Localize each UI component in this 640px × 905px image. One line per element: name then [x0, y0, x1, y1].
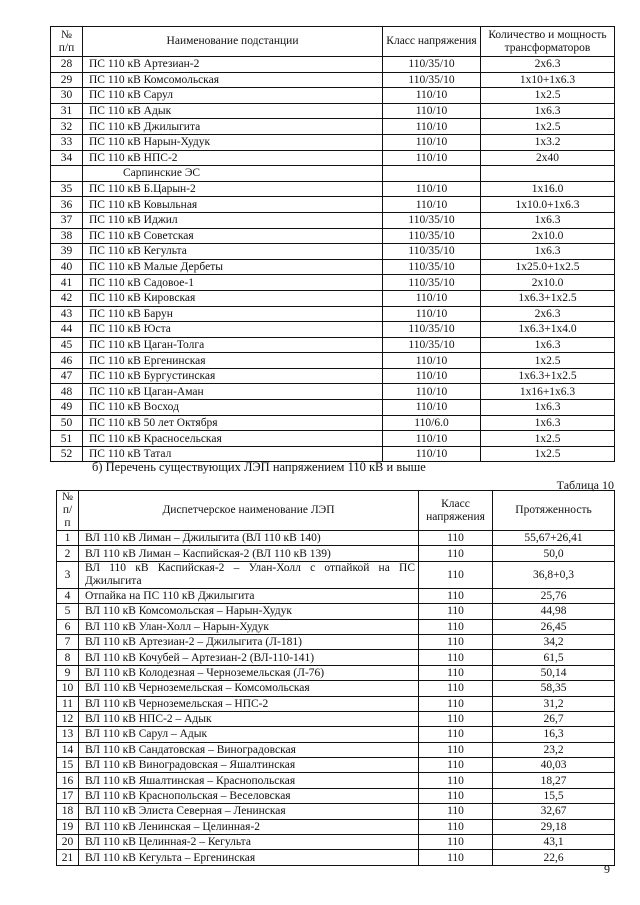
cell-num: 4 [57, 588, 79, 603]
cell-substation: ПС 110 кВ Советская [83, 228, 383, 244]
cell-line-name: ВЛ 110 кВ Целинная-2 – Кегульта [79, 835, 419, 850]
cell-voltage: 110/10 [383, 197, 481, 213]
table-row [51, 57, 615, 73]
cell-transformers: 1х2.5 [481, 353, 615, 369]
table-number: Таблица 10 [556, 478, 614, 492]
cell-voltage: 110/10 [383, 103, 481, 119]
cell-voltage: 110/35/10 [383, 337, 481, 353]
cell-transformers: 1х6.3 [481, 400, 615, 416]
cell-num: 5 [57, 604, 79, 619]
cell-line-name: ВЛ 110 кВ Колодезная – Черноземельская (Л-76) [79, 665, 419, 680]
table-row [51, 88, 615, 104]
table-row [51, 415, 615, 431]
cell-transformers: 1х6.3 [481, 103, 615, 119]
cell-substation: ПС 110 кВ Барун [83, 306, 383, 322]
cell-num: 16 [57, 773, 79, 788]
cell-transformers: 1х2.5 [481, 88, 615, 104]
cell-length: 25,76 [493, 588, 615, 603]
table-row [57, 546, 615, 561]
cell-num: 44 [51, 322, 83, 338]
header-length: Протяженность [493, 491, 615, 531]
table-row [57, 604, 615, 619]
cell-transformers: 1х2.5 [481, 431, 615, 447]
cell-transformers: 1х2.5 [481, 119, 615, 135]
cell-length: 22,6 [493, 850, 615, 865]
header-transformers: Количество и мощность трансформаторов [481, 27, 615, 57]
cell-transformers: 1х6.3+1х2.5 [481, 290, 615, 306]
cell-voltage: 110 [419, 773, 493, 788]
cell-voltage: 110/10 [383, 134, 481, 150]
cell-substation: ПС 110 кВ Цаган-Аман [83, 384, 383, 400]
cell-num: 13 [57, 727, 79, 742]
cell-num: 36 [51, 197, 83, 213]
table-row [51, 197, 615, 213]
cell-substation: ПС 110 кВ Кировская [83, 290, 383, 306]
table-row [57, 835, 615, 850]
table-row [51, 72, 615, 88]
cell-voltage: 110 [419, 681, 493, 696]
cell-line-name: ВЛ 110 кВ Кочубей – Артезиан-2 (ВЛ-110-141) [79, 650, 419, 665]
cell-substation: ПС 110 кВ Адык [83, 103, 383, 119]
table-row [57, 804, 615, 819]
substations-rows-a [51, 57, 615, 166]
cell-length: 23,2 [493, 742, 615, 757]
table-row [51, 431, 615, 447]
cell-transformers: 1х2.5 [481, 446, 615, 462]
cell-voltage: 110 [419, 650, 493, 665]
table-row [51, 353, 615, 369]
cell-substation: ПС 110 кВ Красносельская [83, 431, 383, 447]
cell-line-name: ВЛ 110 кВ Ленинская – Целинная-2 [79, 819, 419, 834]
cell-num: 34 [51, 150, 83, 166]
cell-line-name: ВЛ 110 кВ Черноземельская – Комсомольская [79, 681, 419, 696]
table-row [51, 306, 615, 322]
cell-voltage: 110/10 [383, 368, 481, 384]
cell-substation: ПС 110 кВ Ковыльная [83, 197, 383, 213]
cell-length: 43,1 [493, 835, 615, 850]
cell-num: 12 [57, 711, 79, 726]
table-row [57, 788, 615, 803]
cell-voltage: 110 [419, 850, 493, 865]
cell-length: 61,5 [493, 650, 615, 665]
cell-num: 45 [51, 337, 83, 353]
cell-substation: ПС 110 кВ Ергенинская [83, 353, 383, 369]
cell-transformers: 2х6.3 [481, 306, 615, 322]
cell-transformers: 1х16.0 [481, 181, 615, 197]
cell-num: 48 [51, 384, 83, 400]
section-row-group [51, 166, 615, 182]
cell-voltage: 110/35/10 [383, 322, 481, 338]
cell-num: 38 [51, 228, 83, 244]
table-row [51, 400, 615, 416]
cell-num: 19 [57, 819, 79, 834]
cell-voltage: 110 [419, 561, 493, 588]
table-row [57, 665, 615, 680]
table-row [51, 259, 615, 275]
cell-voltage: 110 [419, 742, 493, 757]
cell-num: 21 [57, 850, 79, 865]
cell-voltage: 110 [419, 619, 493, 634]
cell-line-name: ВЛ 110 кВ Комсомольская – Нарын-Худук [79, 604, 419, 619]
cell-length: 55,67+26,41 [493, 531, 615, 546]
cell-substation: ПС 110 кВ Комсомольская [83, 72, 383, 88]
cell-num: 37 [51, 212, 83, 228]
cell-substation: ПС 110 кВ Татал [83, 446, 383, 462]
table-row [51, 368, 615, 384]
cell-length: 16,3 [493, 727, 615, 742]
table-row [57, 711, 615, 726]
cell-line-name: ВЛ 110 кВ Улан-Холл – Нарын-Худук [79, 619, 419, 634]
header-voltage-class: Класс напряжения [419, 491, 493, 531]
cell-voltage: 110/35/10 [383, 72, 481, 88]
cell-voltage: 110/35/10 [383, 259, 481, 275]
cell-voltage: 110/10 [383, 446, 481, 462]
table-row [51, 119, 615, 135]
cell-substation: ПС 110 кВ 50 лет Октября [83, 415, 383, 431]
cell-substation: ПС 110 кВ Сарул [83, 88, 383, 104]
cell-line-name: ВЛ 110 кВ Виноградовская – Яшалтинская [79, 758, 419, 773]
cell-substation: ПС 110 кВ Малые Дербеты [83, 259, 383, 275]
header-num: № п/п [57, 491, 79, 531]
cell-num: 30 [51, 88, 83, 104]
cell-num: 47 [51, 368, 83, 384]
cell-num: 33 [51, 134, 83, 150]
cell-voltage: 110/10 [383, 306, 481, 322]
cell-num: 14 [57, 742, 79, 757]
table-row [57, 650, 615, 665]
table-row [51, 103, 615, 119]
list-caption: б) Перечень существующих ЛЭП напряжением 110 кВ и выше [92, 460, 426, 474]
cell-transformers: 1х6.3+1х4.0 [481, 322, 615, 338]
table-row [51, 290, 615, 306]
cell-line-name: Отпайка на ПС 110 кВ Джилыгита [79, 588, 419, 603]
cell-line-name: ВЛ 110 кВ Сандатовская – Виноградовская [79, 742, 419, 757]
cell-substation: ПС 110 кВ Кегульта [83, 244, 383, 260]
cell-voltage: 110/10 [383, 181, 481, 197]
header-line-name: Диспетчерское наименование ЛЭП [79, 491, 419, 531]
cell-substation: ПС 110 кВ Нарын-Худук [83, 134, 383, 150]
cell-transformers: 1х6.3 [481, 337, 615, 353]
cell-voltage: 110 [419, 696, 493, 711]
table-row [57, 681, 615, 696]
cell-voltage: 110 [419, 588, 493, 603]
cell-num: 8 [57, 650, 79, 665]
cell-num: 1 [57, 531, 79, 546]
table-row [57, 531, 615, 546]
cell-length: 18,27 [493, 773, 615, 788]
cell-num: 50 [51, 415, 83, 431]
cell-line-name: ВЛ 110 кВ Черноземельская – НПС-2 [79, 696, 419, 711]
cell-substation: ПС 110 кВ НПС-2 [83, 150, 383, 166]
cell-transformers: 1х16+1х6.3 [481, 384, 615, 400]
table-row [57, 773, 615, 788]
cell-num: 42 [51, 290, 83, 306]
cell-length: 32,67 [493, 804, 615, 819]
cell-length: 34,2 [493, 634, 615, 649]
cell-voltage: 110/35/10 [383, 228, 481, 244]
header-voltage: Класс напряжения [383, 27, 481, 57]
cell-line-name: ВЛ 110 кВ Каспийская-2 – Улан-Холл с отпайкой на ПС Джилыгита [79, 561, 419, 588]
table-row [57, 588, 615, 603]
cell-num: 40 [51, 259, 83, 275]
cell-voltage: 110 [419, 727, 493, 742]
cell-transformers: 2х10.0 [481, 228, 615, 244]
cell-num: 35 [51, 181, 83, 197]
cell-num: 18 [57, 804, 79, 819]
cell-substation: ПС 110 кВ Артезиан-2 [83, 57, 383, 73]
cell-voltage: 110/10 [383, 400, 481, 416]
table-row [57, 619, 615, 634]
cell-voltage: 110 [419, 634, 493, 649]
cell-transformers: 1х25.0+1х2.5 [481, 259, 615, 275]
cell-num: 9 [57, 665, 79, 680]
cell-num: 39 [51, 244, 83, 260]
cell-voltage: 110 [419, 788, 493, 803]
power-lines-table [56, 490, 615, 866]
cell-line-name: ВЛ 110 кВ Краснопольская – Веселовская [79, 788, 419, 803]
cell-length: 58,35 [493, 681, 615, 696]
cell-substation: ПС 110 кВ Юста [83, 322, 383, 338]
cell-length: 50,0 [493, 546, 615, 561]
table-row [51, 384, 615, 400]
cell-line-name: ВЛ 110 кВ Лиман – Каспийская-2 (ВЛ 110 кВ 139) [79, 546, 419, 561]
cell-voltage: 110/35/10 [383, 244, 481, 260]
cell-length: 26,7 [493, 711, 615, 726]
cell-voltage: 110/10 [383, 150, 481, 166]
cell-num: 17 [57, 788, 79, 803]
cell-transformers: 1х6.3 [481, 415, 615, 431]
cell-num: 28 [51, 57, 83, 73]
cell-line-name: ВЛ 110 кВ Кегульта – Ергенинская [79, 850, 419, 865]
cell-voltage: 110/10 [383, 431, 481, 447]
cell-substation: ПС 110 кВ Цаган-Толга [83, 337, 383, 353]
cell-length: 31,2 [493, 696, 615, 711]
substations-table [50, 26, 615, 462]
cell-num: 7 [57, 634, 79, 649]
cell-voltage: 110 [419, 546, 493, 561]
cell-num: 49 [51, 400, 83, 416]
cell-length: 50,14 [493, 665, 615, 680]
table-row [57, 819, 615, 834]
cell-voltage: 110/10 [383, 384, 481, 400]
cell-line-name: ВЛ 110 кВ Лиман – Джилыгита (ВЛ 110 кВ 140) [79, 531, 419, 546]
cell-transformers: 2х40 [481, 150, 615, 166]
cell-transformers: 1х6.3 [481, 212, 615, 228]
cell-voltage: 110/35/10 [383, 212, 481, 228]
table-row [57, 758, 615, 773]
table-row [57, 850, 615, 865]
cell-num: 29 [51, 72, 83, 88]
cell-voltage: 110/35/10 [383, 275, 481, 291]
cell-voltage: 110 [419, 804, 493, 819]
cell-length: 29,18 [493, 819, 615, 834]
cell-transformers: 1х10.0+1х6.3 [481, 197, 615, 213]
table-row [51, 212, 615, 228]
cell-length: 26,45 [493, 619, 615, 634]
cell-transformers: 2х6.3 [481, 57, 615, 73]
table-row [51, 150, 615, 166]
cell-voltage: 110/10 [383, 353, 481, 369]
table-row [51, 181, 615, 197]
cell-length: 15,5 [493, 788, 615, 803]
cell-voltage: 110 [419, 711, 493, 726]
header-name: Наименование подстанции [83, 27, 383, 57]
header-num: № п/п [51, 27, 83, 57]
cell-transformers: 2х10.0 [481, 275, 615, 291]
cell-line-name: ВЛ 110 кВ Сарул – Адык [79, 727, 419, 742]
cell-num: 51 [51, 431, 83, 447]
cell-num: 46 [51, 353, 83, 369]
table-row [57, 742, 615, 757]
cell-num: 52 [51, 446, 83, 462]
cell-voltage: 110/35/10 [383, 57, 481, 73]
cell-length: 44,98 [493, 604, 615, 619]
cell-num: 11 [57, 696, 79, 711]
cell-length: 36,8+0,3 [493, 561, 615, 588]
table-row [51, 275, 615, 291]
section-label: Сарпинские ЭС [83, 166, 383, 182]
cell-line-name: ВЛ 110 кВ НПС-2 – Адык [79, 711, 419, 726]
cell-num: 15 [57, 758, 79, 773]
substations-rows-b [51, 181, 615, 462]
cell-num: 2 [57, 546, 79, 561]
cell-num: 41 [51, 275, 83, 291]
table-row [51, 228, 615, 244]
table-row [51, 134, 615, 150]
page-number: 9 [604, 862, 610, 876]
cell-substation: ПС 110 кВ Джилыгита [83, 119, 383, 135]
cell-substation: ПС 110 кВ Б.Царын-2 [83, 181, 383, 197]
cell-num: 43 [51, 306, 83, 322]
cell-num: 31 [51, 103, 83, 119]
cell-num: 32 [51, 119, 83, 135]
cell-line-name: ВЛ 110 кВ Артезиан-2 – Джилыгита (Л-181) [79, 634, 419, 649]
cell-voltage: 110 [419, 531, 493, 546]
table-row [51, 322, 615, 338]
cell-substation: ПС 110 кВ Восход [83, 400, 383, 416]
cell-line-name: ВЛ 110 кВ Яшалтинская – Краснопольская [79, 773, 419, 788]
cell-line-name: ВЛ 110 кВ Элиста Северная – Ленинская [79, 804, 419, 819]
cell-voltage: 110 [419, 604, 493, 619]
cell-transformers: 1х6.3 [481, 244, 615, 260]
cell-voltage: 110 [419, 819, 493, 834]
cell-voltage: 110/10 [383, 119, 481, 135]
cell-length: 40,03 [493, 758, 615, 773]
table-row [57, 696, 615, 711]
table-row [57, 727, 615, 742]
cell-num: 3 [57, 561, 79, 588]
power-lines-rows [57, 531, 615, 866]
table-row [51, 244, 615, 260]
cell-substation: ПС 110 кВ Садовое-1 [83, 275, 383, 291]
cell-num: 6 [57, 619, 79, 634]
cell-voltage: 110 [419, 665, 493, 680]
cell-transformers: 1х3.2 [481, 134, 615, 150]
cell-voltage: 110/10 [383, 290, 481, 306]
cell-voltage: 110 [419, 835, 493, 850]
cell-transformers: 1х10+1х6.3 [481, 72, 615, 88]
cell-voltage: 110/6.0 [383, 415, 481, 431]
cell-num: 20 [57, 835, 79, 850]
table-row [57, 634, 615, 649]
cell-voltage: 110/10 [383, 88, 481, 104]
cell-substation: ПС 110 кВ Иджил [83, 212, 383, 228]
cell-transformers: 1х6.3+1х2.5 [481, 368, 615, 384]
cell-num: 10 [57, 681, 79, 696]
cell-substation: ПС 110 кВ Бургустинская [83, 368, 383, 384]
cell-voltage: 110 [419, 758, 493, 773]
table-row [51, 337, 615, 353]
table-row [57, 561, 615, 588]
